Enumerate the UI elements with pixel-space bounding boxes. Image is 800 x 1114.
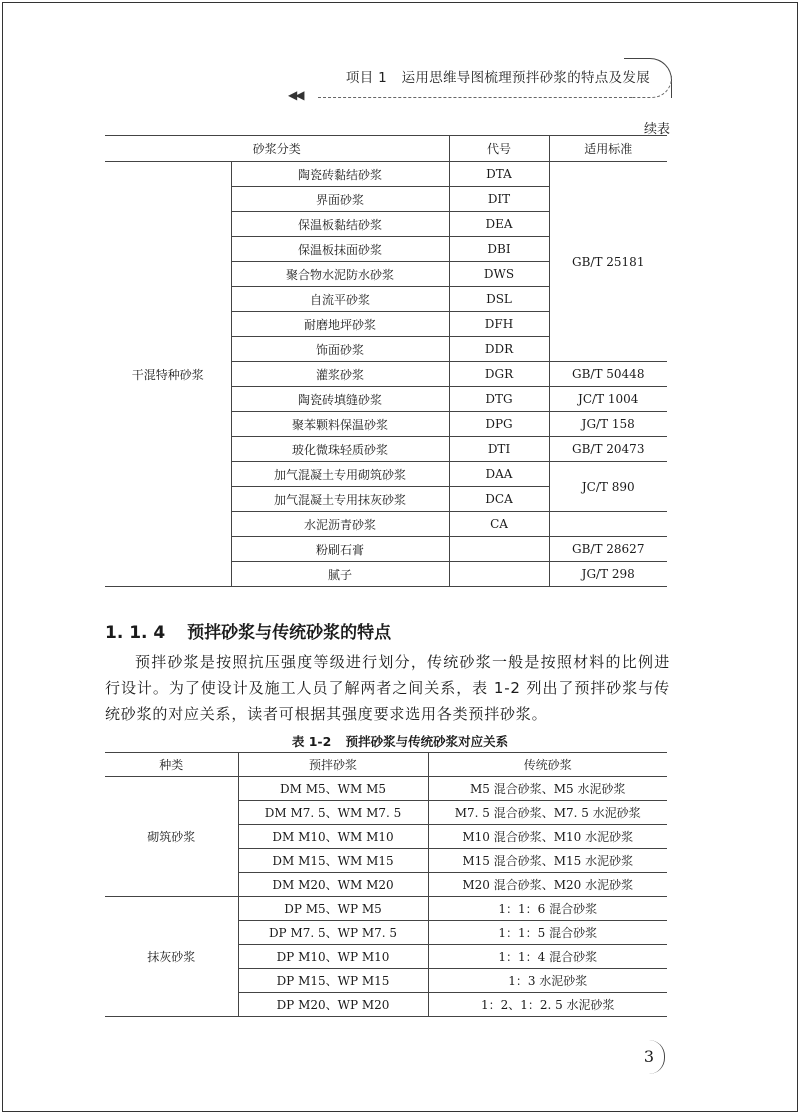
name-cell: 玻化微珠轻质砂浆 — [231, 437, 449, 462]
name-cell: 自流平砂浆 — [231, 287, 449, 312]
standard-cell: JG/T 158 — [549, 412, 667, 437]
code-cell: DAA — [449, 462, 549, 487]
code-cell: DDR — [449, 337, 549, 362]
table-row — [105, 162, 667, 187]
code-cell: DIT — [449, 187, 549, 212]
ready-mixed-cell: DM M5、WM M5 — [238, 777, 428, 801]
traditional-cell: M5 混合砂浆、M5 水泥砂浆 — [428, 777, 667, 801]
group-cell: 干混特种砂浆 — [105, 162, 231, 587]
group-cell: 抹灰砂浆 — [105, 897, 238, 1017]
group-cell: 砌筑砂浆 — [105, 777, 238, 897]
name-cell: 水泥沥青砂浆 — [231, 512, 449, 537]
header-type: 种类 — [105, 753, 238, 777]
running-header — [0, 58, 800, 104]
traditional-cell: M7. 5 混合砂浆、M7. 5 水泥砂浆 — [428, 801, 667, 825]
running-header-title — [346, 66, 650, 86]
table-row — [105, 777, 667, 801]
ready-mixed-cell: DP M7. 5、WP M7. 5 — [238, 921, 428, 945]
section-number: 1. 1. 4 — [105, 623, 166, 643]
table-row — [105, 897, 667, 921]
standard-cell: GB/T 50448 — [549, 362, 667, 387]
code-cell: DCA — [449, 487, 549, 512]
ready-mixed-cell: DP M20、WP M20 — [238, 993, 428, 1017]
header-code: 代号 — [449, 136, 549, 162]
standard-cell: JC/T 1004 — [549, 387, 667, 412]
code-cell: DTG — [449, 387, 549, 412]
body-paragraph: 预拌砂浆是按照抗压强度等级进行划分，传统砂浆一般是按照材料的比例进行设计。为了使设计及施工人员了解两者之间关系，表 1-2 列出了预拌砂浆与传统砂浆的对应关系，读者可根据其强度要求选用各类预拌砂浆。 — [105, 653, 670, 723]
code-cell: CA — [449, 512, 549, 537]
code-cell: DEA — [449, 212, 549, 237]
code-cell: DPG — [449, 412, 549, 437]
code-cell: DSL — [449, 287, 549, 312]
name-cell: 陶瓷砖黏结砂浆 — [231, 162, 449, 187]
continued-label: 续表 — [643, 122, 670, 137]
page-number: 3 — [635, 1040, 665, 1074]
traditional-cell: 1：1：4 混合砂浆 — [428, 945, 667, 969]
project-label: 项目 1 — [345, 70, 387, 86]
code-cell: DTI — [449, 437, 549, 462]
header-category: 砂浆分类 — [105, 136, 449, 162]
name-cell: 保温板抹面砂浆 — [231, 237, 449, 262]
name-cell: 灌浆砂浆 — [231, 362, 449, 387]
name-cell: 粉刷石膏 — [231, 537, 449, 562]
name-cell: 加气混凝土专用砌筑砂浆 — [231, 462, 449, 487]
standard-cell: JG/T 298 — [549, 562, 667, 587]
mortar-correspondence-table — [105, 752, 667, 1017]
standard-cell: GB/T 20473 — [549, 437, 667, 462]
traditional-cell: 1：1：5 混合砂浆 — [428, 921, 667, 945]
code-cell — [449, 537, 549, 562]
table-caption-number: 表 1-2 — [291, 734, 332, 749]
traditional-cell: M10 混合砂浆、M10 水泥砂浆 — [428, 825, 667, 849]
name-cell: 陶瓷砖填缝砂浆 — [231, 387, 449, 412]
code-cell: DTA — [449, 162, 549, 187]
table-caption — [0, 732, 800, 750]
table-caption-title: 预拌砂浆与传统砂浆对应关系 — [345, 734, 509, 749]
code-cell: DBI — [449, 237, 549, 262]
header-traditional: 传统砂浆 — [428, 753, 667, 777]
ready-mixed-cell: DM M15、WM M15 — [238, 849, 428, 873]
header-standard: 适用标准 — [549, 136, 667, 162]
traditional-cell: M15 混合砂浆、M15 水泥砂浆 — [428, 849, 667, 873]
ready-mixed-cell: DP M15、WP M15 — [238, 969, 428, 993]
code-cell: DGR — [449, 362, 549, 387]
ready-mixed-cell: DM M10、WM M10 — [238, 825, 428, 849]
traditional-cell: 1：2、1：2. 5 水泥砂浆 — [428, 993, 667, 1017]
standard-cell — [549, 512, 667, 537]
mortar-classification-table — [105, 135, 667, 587]
ready-mixed-cell: DP M10、WP M10 — [238, 945, 428, 969]
ready-mixed-cell: DP M5、WP M5 — [238, 897, 428, 921]
standard-cell: GB/T 25181 — [549, 162, 667, 362]
name-cell: 聚合物水泥防水砂浆 — [231, 262, 449, 287]
header-arrows-icon: ◀◀ — [288, 88, 303, 102]
traditional-cell: 1：1：6 混合砂浆 — [428, 897, 667, 921]
name-cell: 界面砂浆 — [231, 187, 449, 212]
traditional-cell: M20 混合砂浆、M20 水泥砂浆 — [428, 873, 667, 897]
standard-cell: GB/T 28627 — [549, 537, 667, 562]
ready-mixed-cell: DM M7. 5、WM M7. 5 — [238, 801, 428, 825]
code-cell — [449, 562, 549, 587]
chapter-title: 运用思维导图梳理预拌砂浆的特点及发展 — [401, 70, 650, 86]
name-cell: 腻子 — [231, 562, 449, 587]
section-heading — [105, 618, 391, 643]
name-cell: 聚苯颗料保温砂浆 — [231, 412, 449, 437]
table-header-row — [105, 136, 667, 162]
code-cell: DWS — [449, 262, 549, 287]
traditional-cell: 1：3 水泥砂浆 — [428, 969, 667, 993]
section-title: 预拌砂浆与传统砂浆的特点 — [187, 623, 392, 643]
name-cell: 加气混凝土专用抹灰砂浆 — [231, 487, 449, 512]
header-dashed-line — [318, 97, 632, 98]
header-ready-mixed: 预拌砂浆 — [238, 753, 428, 777]
standard-cell: JC/T 890 — [549, 462, 667, 512]
code-cell: DFH — [449, 312, 549, 337]
name-cell: 保温板黏结砂浆 — [231, 212, 449, 237]
name-cell: 耐磨地坪砂浆 — [231, 312, 449, 337]
table-header-row — [105, 753, 667, 777]
ready-mixed-cell: DM M20、WM M20 — [238, 873, 428, 897]
name-cell: 饰面砂浆 — [231, 337, 449, 362]
